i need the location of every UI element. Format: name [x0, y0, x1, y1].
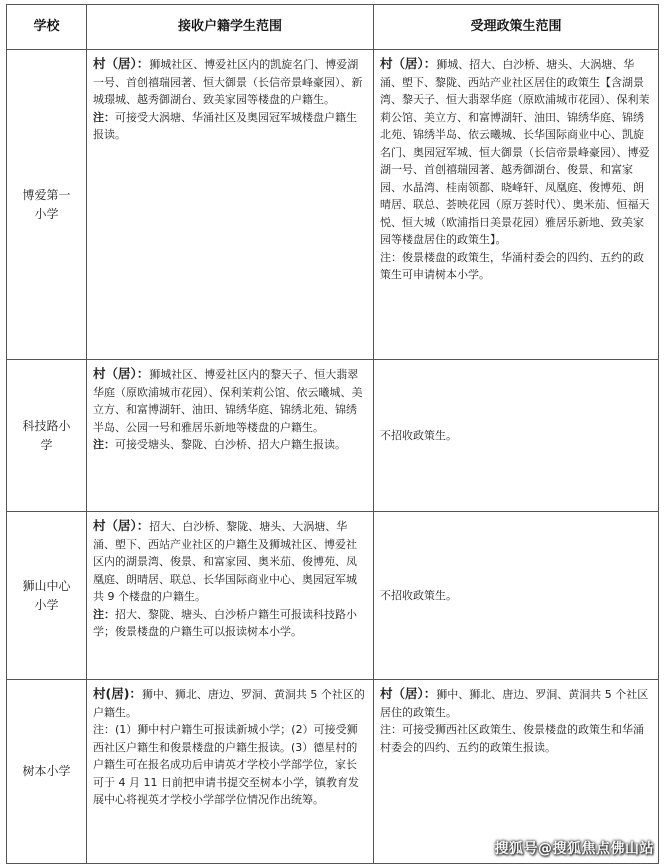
- household-cell: [87, 512, 374, 680]
- note-label: 注：: [93, 607, 115, 621]
- policy-cell: [374, 50, 659, 360]
- enrollment-table: [6, 4, 659, 864]
- household-note: [93, 606, 367, 641]
- scope-text: 狮城社区、博爱社区内的凯旋名门、博爱湖一号、首创禧瑞园著、恒大御景（长信帝景峰豪园）、新城璟城、越秀御湖台、致美家园等楼盘的户籍生。: [93, 58, 363, 106]
- policy-cell: [374, 360, 659, 512]
- household-cell: [87, 50, 374, 360]
- scope-label: 村（居）：: [93, 518, 150, 533]
- policy-text: 不招收政策生。: [380, 429, 457, 443]
- note-label: 注：: [380, 250, 402, 264]
- household-cell: [87, 680, 374, 864]
- school-name: 博爱第一小学: [7, 50, 87, 360]
- scope-label: 村（居）：: [93, 366, 150, 381]
- table-row: [7, 512, 659, 680]
- policy-note: [380, 249, 652, 284]
- scope-label: 村（居）：: [93, 56, 150, 71]
- note-text: 可接受大涡塘、华涌社区及奥园冠军城楼盘户籍生报读。: [93, 110, 357, 141]
- school-name: 狮山中心小学: [7, 512, 87, 680]
- household-note: 注：(1）狮中村户籍生可报读新城小学；(2）可接受狮西社区户籍生和俊景楼盘的户籍生报读。(3）德星村的户籍生可在报名成功后申请英才学校小学部学位，家长可于 4 月 11 日前把申请书提交至树本小学，镇教育发展中心将视英才学校小学部学位情况作出统筹。: [93, 723, 359, 806]
- note-text: 俊景楼盘的政策生，华涌村委会的四约、五约的政策生可申请树本小学。: [380, 250, 644, 281]
- header-policy: 受理政策生范围: [374, 5, 659, 50]
- scope-text: 狮中、狮北、唐边、罗洞、黄洞共 5 个社区居住的政策生。: [380, 688, 649, 719]
- household-text: [93, 55, 367, 109]
- scope-text: 狮中、狮北、唐边、罗洞、黄洞共 5 个社区的户籍生。: [93, 688, 365, 719]
- header-household: 接收户籍学生范围: [87, 5, 374, 50]
- note-label: 注：: [93, 110, 115, 124]
- scope-text: 狮城社区、博爱社区内的黎天子、恒大翡翠华庭（原欧浦城市花园）、保利茉莉公馆、依云曦城、美立方、和富博湖轩、油田、锦绣华庭、锦绣北苑、锦绣半岛、公园一号和雅居乐新地等楼盘的户籍生。: [93, 368, 363, 434]
- table-row: [7, 680, 659, 864]
- table-row: [7, 50, 659, 360]
- policy-text: [380, 55, 652, 249]
- household-text: [93, 517, 367, 606]
- scope-text: 狮城、招大、白沙桥、塘头、大涡塘、华涌、塱下、黎陇、西站产业社区居住的政策生【含湖景湾、黎天子、恒大翡翠华庭（原欧浦城市花园）、保利茉莉公馆、美立方、和富博湖轩、油田、锦绣华庭、锦绣北苑、锦绣半岛、依云曦城、长华国际商业中心、凯旋名门、奥园冠军城、恒大御景（长信帝景峰豪园）、博爱湖一号、首创禧瑞园著、越秀御湖台、俊景、和富家园、水晶湾、桂南领都、晓峰轩、凤凰庭、俊博苑、朗晴居、联总、荟映花园（原万荟时代）、奥米茄、恒福天悦、恒大城（欧浦指日美景花园）雅居乐新地、致美家园等楼盘居住的政策生】。: [380, 58, 650, 246]
- policy-text: 不招收政策生。: [380, 589, 457, 603]
- table-row: [7, 360, 659, 512]
- policy-cell: [374, 680, 659, 864]
- scope-text: 招大、白沙桥、黎陇、塘头、大涡塘、华涌、塱下、西站产业社区的户籍生及狮城社区、博爱社区内的湖景湾、俊景、和富家园、奥米茄、俊博苑、凤凰庭、朗晴居、联总、长华国际商业中心、奥园冠军城共 9 个楼盘的户籍生。: [93, 520, 357, 603]
- household-cell: [87, 360, 374, 512]
- policy-note: [380, 721, 652, 756]
- household-text: [93, 365, 367, 436]
- note-label: 注：: [380, 723, 402, 736]
- header-school: 学校: [7, 5, 87, 50]
- note-label: 注：: [93, 438, 115, 451]
- scope-label: 村（居）：: [380, 56, 437, 71]
- header-row: [7, 5, 659, 50]
- note-text: 可接受狮西社区政策生、俊景楼盘的政策生和华涌村委会的四约、五约的政策生报读。: [380, 723, 644, 754]
- household-note: [93, 109, 367, 144]
- household-text: [93, 685, 367, 721]
- school-name: 科技路小学: [7, 360, 87, 512]
- scope-label: 村（居）：: [380, 686, 437, 701]
- note-text: 可接受塘头、黎陇、白沙桥、招大户籍生报读。: [115, 438, 346, 451]
- scope-label: 村(居)：: [93, 686, 142, 701]
- policy-text: [380, 685, 652, 721]
- watermark: 搜狐号@搜狐焦点佛山站: [494, 841, 654, 857]
- note-text: 招大、黎陇、塘头、白沙桥户籍生可报读科技路小学；俊景楼盘的户籍生可以报读树本小学。: [93, 607, 357, 638]
- household-note: [93, 436, 367, 454]
- policy-cell: [374, 512, 659, 680]
- school-name: 树本小学: [7, 680, 87, 864]
